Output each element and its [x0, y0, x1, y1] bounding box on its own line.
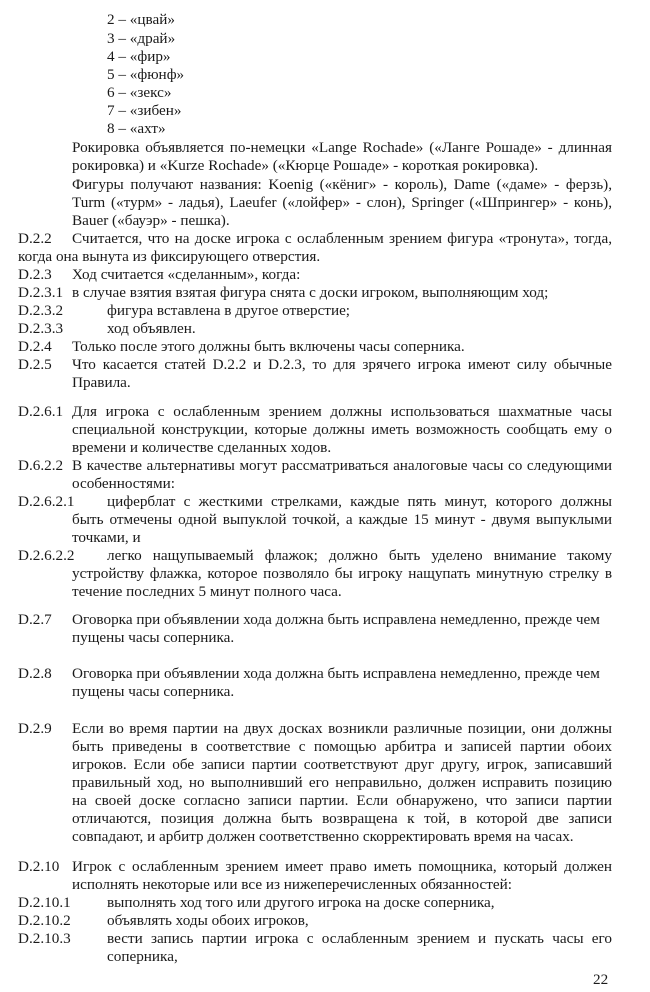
- section-text: течение последних 5 минут полного часа.: [72, 583, 342, 600]
- section-text: быть отмечены одной выпуклой точкой, а каждые 15 минут - двумя выпуклыми: [72, 511, 612, 528]
- section-label: D.2.10: [18, 858, 60, 875]
- section-label: D.2.10.1: [18, 894, 71, 911]
- section-label: D.2.10.3: [18, 930, 71, 947]
- section-text: легко нащупываемый флажок; должно быть уделено внимание такому: [107, 547, 612, 564]
- section-text: соперника,: [107, 948, 178, 965]
- number-list-item: 7 – «зибен»: [107, 102, 182, 119]
- section-label: D.2.4: [18, 338, 52, 355]
- section-text: Правила.: [72, 374, 131, 391]
- section-label: D.2.8: [18, 665, 52, 682]
- section-text: когда она вынута из фиксирующего отверстия.: [18, 248, 321, 265]
- section-text: Оговорка при объявлении хода должна быть исправлена немедленно, прежде чем: [72, 665, 600, 682]
- section-label: D.2.7: [18, 611, 52, 628]
- section-text: Оговорка при объявлении хода должна быть исправлена немедленно, прежде чем: [72, 611, 600, 628]
- section-label: D.2.6.2.2: [18, 547, 75, 564]
- section-text: специальной конструкции, которые должны иметь возможность сообщать ему о: [72, 421, 612, 438]
- section-text: вести запись партии игрока с ослабленным зрением и пускать часы его: [107, 930, 612, 947]
- section-text: Считается, что на доске игрока с ослабленным зрением фигура «тронута», тогда,: [72, 230, 612, 247]
- section-text: В качестве альтернативы могут рассматриваться аналоговые часы со следующими: [72, 457, 612, 474]
- section-text: выполнять ход того или другого игрока на доске соперника,: [107, 894, 495, 911]
- section-label: D.2.6.1: [18, 403, 64, 420]
- section-text: Игрок с ослабленным зрением имеет право иметь помощника, который должен: [72, 858, 612, 875]
- number-list-item: 8 – «ахт»: [107, 120, 166, 137]
- number-list-item: 2 – «цвай»: [107, 11, 175, 28]
- section-text: Что касается статей D.2.2 и D.2.3, то для зрячего игрока имеют силу обычные: [72, 356, 612, 373]
- section-text: быть приведены в соответствие с помощью арбитра и записей партии обоих: [72, 738, 612, 755]
- section-text: Только после этого должны быть включены часы соперника.: [72, 338, 465, 355]
- section-text: отличаются, позиция должна быть возвращена к той, в которой две записи: [72, 810, 612, 827]
- section-text: точками, и: [72, 529, 141, 546]
- section-text: игроков. Если обе записи партии соответствуют друг другу, игрок, записавший: [72, 756, 612, 773]
- section-label: D.2.5: [18, 356, 52, 373]
- castling-paragraph-line: Рокировка объявляется по-немецки «Lange Rochade» («Ланге Рошаде» - длинная: [72, 139, 612, 156]
- pieces-paragraph-line: Turm («турм» - ладья), Laeufer («лойфер» - слон), Springer («Шпрингер» - конь),: [72, 194, 612, 211]
- section-label: D.2.9: [18, 720, 52, 737]
- pieces-paragraph-line: Фигуры получают названия: Koenig («кёниг» - король), Dame («даме» - ферзь),: [72, 176, 612, 193]
- section-label: D.2.2: [18, 230, 52, 247]
- section-text: Если во время партии на двух досках возникли различные позиции, они должны: [72, 720, 612, 737]
- castling-paragraph-line: рокировка) и «Kurze Rochade» («Кюрце Рошаде» - короткая рокировка).: [72, 157, 539, 174]
- pieces-paragraph-line: Bauer («бауэр» - пешка).: [72, 212, 230, 229]
- section-label: D.2.3.1: [18, 284, 64, 301]
- section-text: особенностями:: [72, 475, 175, 492]
- section-text: Для игрока с ослабленным зрением должны использоваться шахматные часы: [72, 403, 612, 420]
- section-text: устройству флажка, которое позволяло бы игроку нащупать минутную стрелку в: [72, 565, 612, 582]
- page-number: 22: [593, 971, 609, 988]
- number-list-item: 5 – «фюнф»: [107, 66, 185, 83]
- section-text: ход объявлен.: [107, 320, 196, 337]
- section-text: времени и количестве сделанных ходов.: [72, 439, 332, 456]
- number-list-item: 6 – «зекс»: [107, 84, 172, 101]
- section-text: циферблат с жесткими стрелками, каждые пять минут, которого должны: [107, 493, 612, 510]
- section-text: Ход считается «сделанным», когда:: [72, 266, 301, 283]
- section-text: объявлять ходы обоих игроков,: [107, 912, 309, 929]
- section-label: D.2.3.3: [18, 320, 64, 337]
- number-list-item: 4 – «фир»: [107, 48, 171, 65]
- number-list-item: 3 – «драй»: [107, 30, 176, 47]
- section-text: правильный ход, но выполнивший его неправильно, должен исправить позицию: [72, 774, 612, 791]
- section-text: совпадают, и арбитр должен соответственно скорректировать время на часах.: [72, 828, 574, 845]
- section-text: пущены часы соперника.: [72, 683, 235, 700]
- section-text: фигура вставлена в другое отверстие;: [107, 302, 351, 319]
- section-label: D.2.3: [18, 266, 52, 283]
- section-label: D.6.2.2: [18, 457, 64, 474]
- section-text: в случае взятия взятая фигура снята с доски игроком, выполняющим ход;: [72, 284, 549, 301]
- section-label: D.2.3.2: [18, 302, 64, 319]
- section-text: исполнять некоторые или все из нижеперечисленных обязанностей:: [72, 876, 512, 893]
- section-label: D.2.10.2: [18, 912, 71, 929]
- section-label: D.2.6.2.1: [18, 493, 75, 510]
- section-text: на своей доске согласно записи партии. Если обнаружено, что записи партии: [72, 792, 612, 809]
- section-text: пущены часы соперника.: [72, 629, 235, 646]
